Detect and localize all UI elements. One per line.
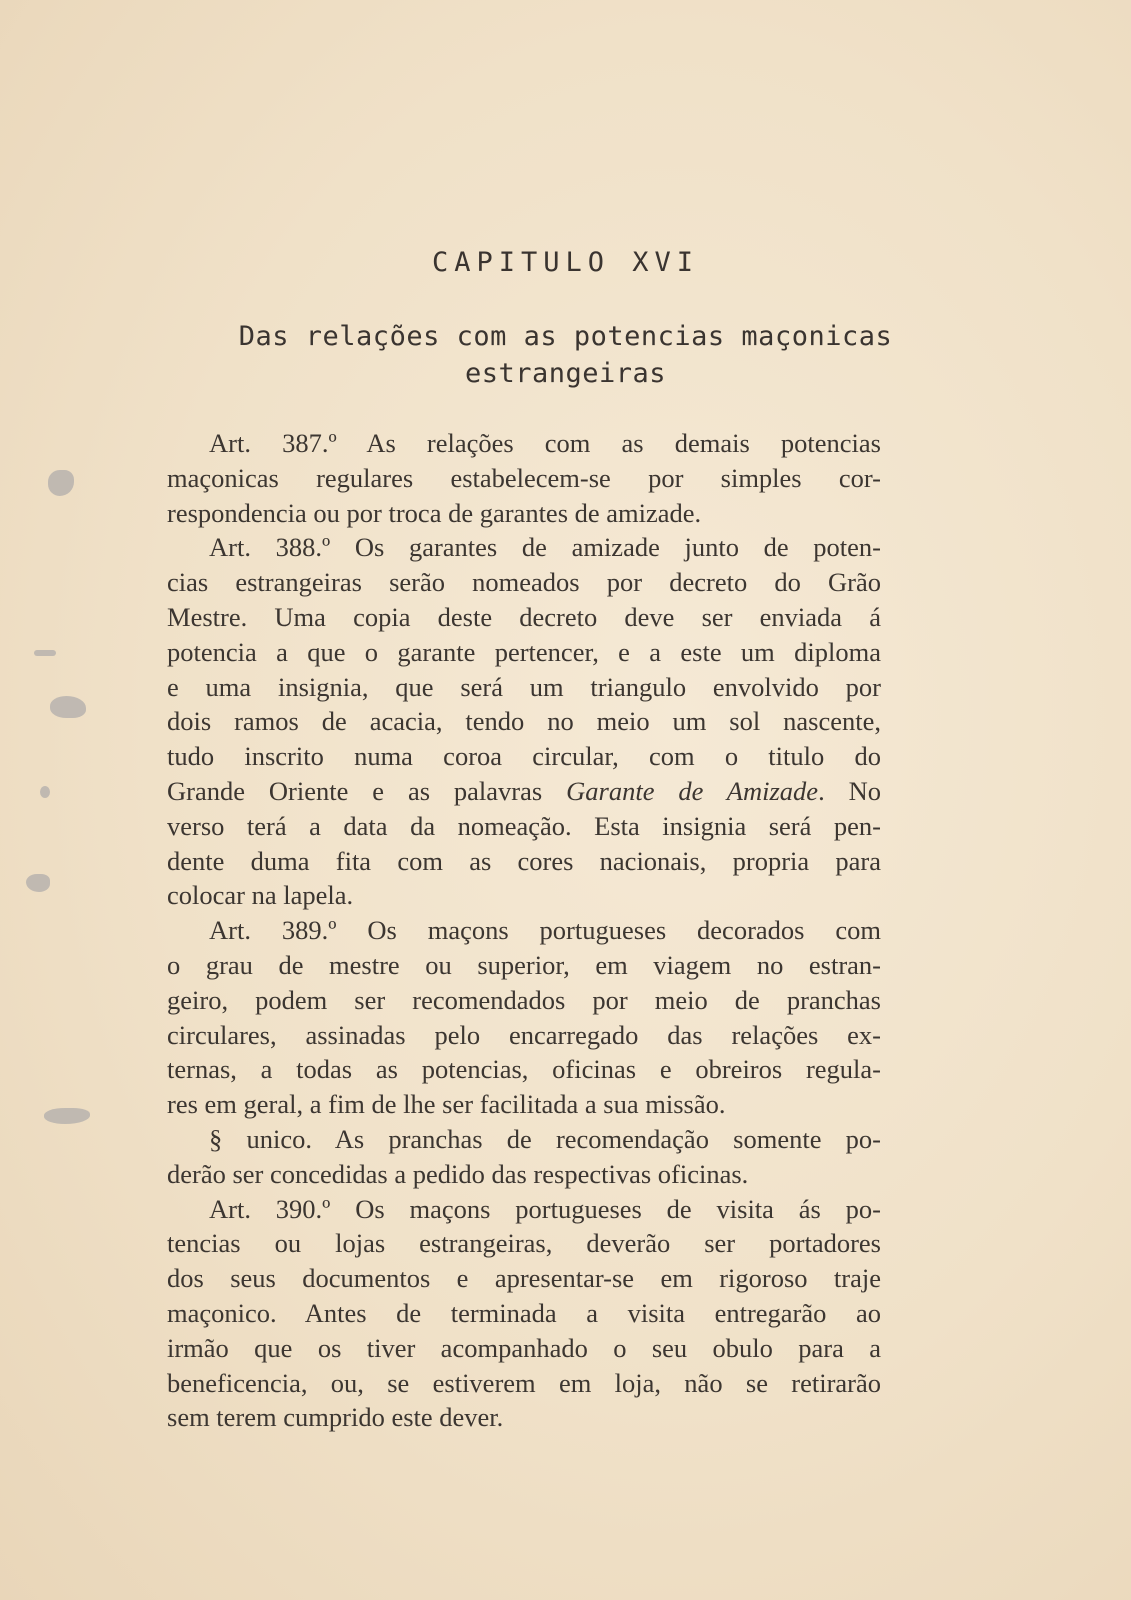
italic-phrase: Garante de Amizade <box>566 775 819 806</box>
text-line: Art. 389.º Os maçons portugueses decorados com <box>209 915 881 946</box>
text-line: Mestre. Uma copia deste decreto deve ser enviada á <box>167 601 881 632</box>
text-line: tudo inscrito numa coroa circular, com o titulo do <box>167 741 881 772</box>
text-line: maçonicas regulares estabelecem-se por simples cor- <box>167 462 881 493</box>
text-line: beneficencia, ou, se estiverem em loja, não se retirarão <box>167 1367 881 1398</box>
text-line: Art. 387.º As relações com as demais potencias <box>209 428 881 458</box>
text-line: maçonico. Antes de terminada a visita entregarão ao <box>167 1297 881 1328</box>
text-line: tencias ou lojas estrangeiras, deverão ser portadores <box>167 1228 881 1259</box>
text-line <box>167 774 881 809</box>
chapter-title: CAPITULO XVI <box>431 247 700 278</box>
text-line: verso terá a data da nomeação. Esta insignia será pen- <box>167 810 881 841</box>
text-line: potencia a que o garante pertencer, e a este um diploma <box>167 636 881 667</box>
binding-hole-mark <box>44 1108 90 1124</box>
text-line: e uma insignia, que será um triangulo envolvido por <box>167 671 881 702</box>
binding-hole-mark <box>34 650 56 656</box>
text-line: dois ramos de acacia, tendo no meio um sol nascente, <box>167 706 881 737</box>
binding-hole-mark <box>50 696 86 718</box>
binding-hole-mark <box>40 786 50 798</box>
text-line: o grau de mestre ou superior, em viagem no estran- <box>167 949 881 980</box>
text-line: Art. 390.º Os maçons portugueses de visita ás po- <box>209 1193 881 1224</box>
text-line: respondencia ou por troca de garantes de amizade. <box>167 497 702 528</box>
text-line: irmão que os tiver acompanhado o seu obulo para a <box>167 1332 881 1363</box>
text-line: dente duma fita com as cores nacionais, propria para <box>167 845 881 876</box>
text-line: circulares, assinadas pelo encarregado das relações ex- <box>167 1019 881 1050</box>
text-line: sem terem cumprido este dever. <box>167 1402 504 1433</box>
text-line: cias estrangeiras serão nomeados por decreto do Grão <box>167 567 881 598</box>
text-line: dos seus documentos e apresentar-se em rigoroso traje <box>167 1263 881 1294</box>
binding-hole-mark <box>26 874 50 892</box>
text-line: § unico. As pranchas de recomendação somente po- <box>209 1123 881 1154</box>
text-line: Art. 388.º Os garantes de amizade junto de poten- <box>209 532 881 563</box>
section-title-line-2: estrangeiras <box>464 358 667 389</box>
text-line: geiro, podem ser recomendados por meio de pranchas <box>167 984 881 1015</box>
section-title <box>150 318 981 392</box>
text-segment: . No <box>818 775 882 806</box>
section-title-line-1: Das relações com as potencias maçonicas <box>238 321 893 352</box>
text-line: ternas, a todas as potencias, oficinas e obreiros regula- <box>167 1054 881 1085</box>
text-segment: Grande Oriente e as palavras <box>167 775 567 806</box>
binding-hole-mark <box>48 470 74 496</box>
text-line: derão ser concedidas a pedido das respectivas oficinas. <box>167 1158 749 1189</box>
text-line: colocar na lapela. <box>167 880 354 911</box>
text-line: res em geral, a fim de lhe ser facilitada a sua missão. <box>167 1089 726 1120</box>
body-text <box>167 426 881 1435</box>
